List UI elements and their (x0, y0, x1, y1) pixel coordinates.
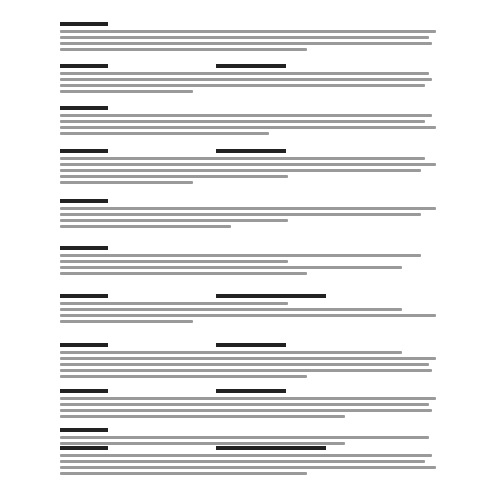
entry-place (216, 149, 286, 153)
text-line (60, 302, 288, 305)
entry-place (216, 446, 326, 450)
text-line (60, 48, 307, 51)
text-line (60, 90, 193, 93)
text-line (60, 213, 421, 216)
text-line (60, 272, 307, 275)
entry-header (60, 148, 440, 154)
text-line (60, 363, 429, 366)
entry-date (60, 64, 108, 68)
text-line (60, 120, 425, 123)
diary-entry (60, 337, 440, 378)
text-line (60, 351, 402, 354)
text-line (60, 132, 269, 135)
text-line (60, 308, 402, 311)
entry-header (60, 427, 440, 433)
text-line (60, 84, 425, 87)
entry-date (60, 149, 108, 153)
text-line (60, 369, 432, 372)
text-line (60, 157, 425, 160)
text-line (60, 42, 432, 45)
text-line (60, 266, 402, 269)
text-line (60, 36, 429, 39)
text-line (60, 436, 429, 439)
entry-header (60, 293, 440, 299)
entry-place (216, 294, 326, 298)
entry-header (60, 21, 440, 27)
text-line (60, 260, 288, 263)
entry-place (216, 64, 286, 68)
text-line (60, 207, 436, 210)
diary-entry (60, 100, 440, 135)
text-line (60, 357, 436, 360)
diary-entry (60, 58, 440, 93)
entry-date (60, 22, 108, 26)
entry-header (60, 245, 440, 251)
entry-header (60, 388, 440, 394)
entry-date (60, 446, 108, 450)
text-line (60, 254, 421, 257)
text-line (60, 225, 231, 228)
text-line (60, 415, 345, 418)
text-line (60, 409, 432, 412)
text-line (60, 397, 436, 400)
entry-place (216, 389, 286, 393)
diary-entry (60, 383, 440, 418)
text-line (60, 175, 288, 178)
entry-date (60, 199, 108, 203)
text-line (60, 114, 432, 117)
text-line (60, 72, 429, 75)
diary-entry (60, 193, 440, 228)
diary-entry (60, 240, 440, 275)
diary-entry (60, 143, 440, 184)
text-line (60, 163, 436, 166)
entry-date (60, 389, 108, 393)
text-line (60, 78, 432, 81)
text-line (60, 126, 436, 129)
entry-date (60, 294, 108, 298)
entry-date (60, 246, 108, 250)
text-line (60, 320, 193, 323)
text-line (60, 30, 436, 33)
diary-entry (60, 16, 440, 51)
entry-date (60, 106, 108, 110)
text-line (60, 169, 421, 172)
text-line (60, 375, 307, 378)
text-line (60, 219, 288, 222)
text-line (60, 314, 436, 317)
text-line (60, 472, 307, 475)
entry-header (60, 198, 440, 204)
entry-place (216, 343, 286, 347)
text-line (60, 403, 429, 406)
entry-date (60, 428, 108, 432)
text-line (60, 454, 432, 457)
entry-header (60, 105, 440, 111)
diary-entry (60, 440, 440, 475)
entry-date (60, 343, 108, 347)
diary-entry (60, 288, 440, 323)
text-line (60, 466, 436, 469)
entry-header (60, 342, 440, 348)
text-line (60, 181, 193, 184)
entry-header (60, 63, 440, 69)
text-line (60, 460, 425, 463)
entry-header (60, 445, 440, 451)
